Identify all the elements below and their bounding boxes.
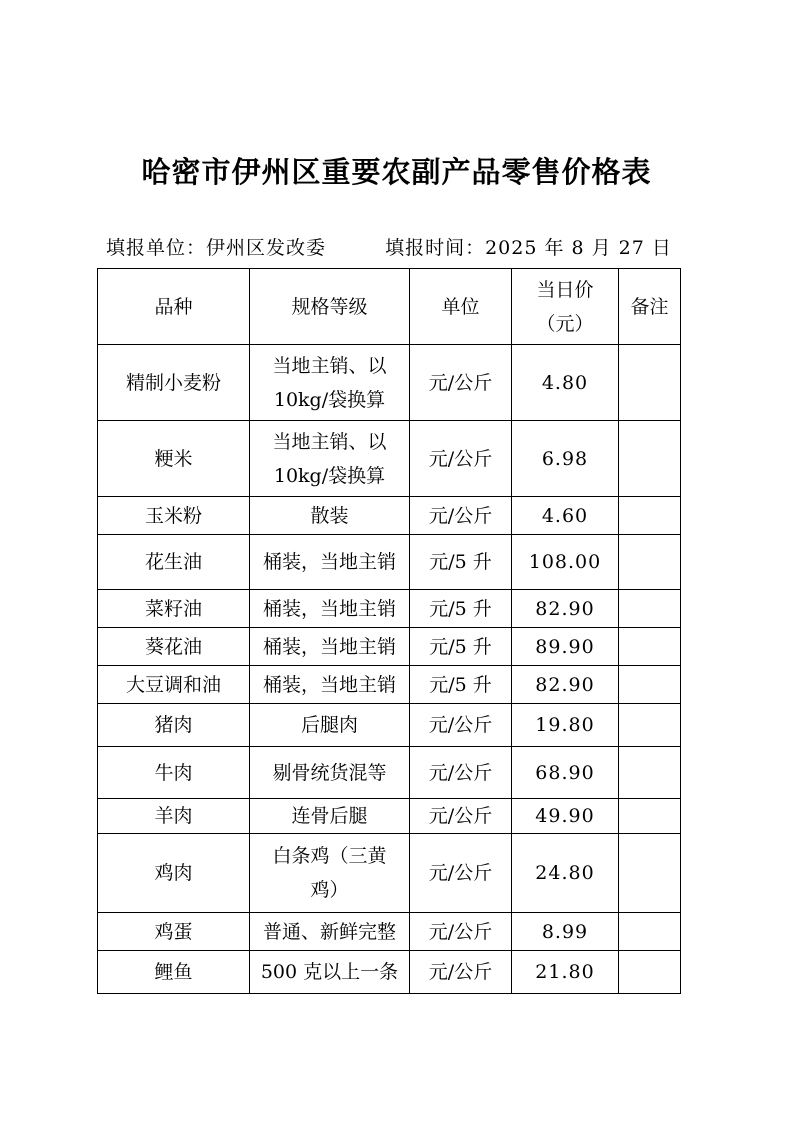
cell-variety: 大豆调和油 [98, 666, 250, 704]
header-unit: 单位 [410, 269, 512, 345]
cell-spec [250, 951, 410, 994]
cell-spec [250, 590, 410, 628]
cell-spec-text: 白条鸡（三黄鸡） [272, 845, 387, 901]
cell-unit: 元/5 升 [410, 666, 512, 704]
cell-spec [250, 421, 410, 497]
cell-price: 82.90 [512, 666, 619, 704]
table-row [98, 951, 681, 994]
header-spec: 规格等级 [250, 269, 410, 345]
cell-spec-text: 剔骨统货混等 [272, 761, 387, 784]
cell-note [619, 951, 681, 994]
table-row [98, 834, 681, 913]
table-row [98, 345, 681, 421]
cell-price: 68.90 [512, 747, 619, 799]
cell-note [619, 799, 681, 834]
cell-unit: 元/5 升 [410, 590, 512, 628]
cell-unit: 元/公斤 [410, 345, 512, 421]
cell-note [619, 628, 681, 666]
cell-variety: 羊肉 [98, 799, 250, 834]
reporting-date: 填报时间：2025 年 8 月 27 日 [385, 237, 672, 259]
cell-variety: 牛肉 [98, 747, 250, 799]
cell-note [619, 747, 681, 799]
table-row [98, 590, 681, 628]
cell-variety: 葵花油 [98, 628, 250, 666]
cell-variety: 鸡肉 [98, 834, 250, 913]
cell-note [619, 497, 681, 535]
cell-unit: 元/公斤 [410, 799, 512, 834]
cell-spec [250, 497, 410, 535]
table-row [98, 497, 681, 535]
cell-spec [250, 913, 410, 951]
cell-note [619, 421, 681, 497]
cell-price: 19.80 [512, 704, 619, 747]
table-header-row [98, 269, 681, 345]
cell-note [619, 834, 681, 913]
cell-unit: 元/5 升 [410, 535, 512, 590]
cell-spec-text: 当地主销、以10kg/袋换算 [272, 354, 387, 411]
cell-unit: 元/5 升 [410, 628, 512, 666]
cell-spec-text: 散装 [310, 504, 349, 527]
cell-note [619, 590, 681, 628]
cell-variety: 玉米粉 [98, 497, 250, 535]
cell-spec [250, 628, 410, 666]
cell-price: 89.90 [512, 628, 619, 666]
report-meta [106, 233, 706, 260]
cell-spec [250, 345, 410, 421]
header-price [512, 269, 619, 345]
cell-price: 4.80 [512, 345, 619, 421]
cell-variety: 精制小麦粉 [98, 345, 250, 421]
header-price-line1: 当日价 [536, 278, 594, 301]
cell-unit: 元/公斤 [410, 913, 512, 951]
cell-spec-text: 桶装，当地主销 [262, 597, 396, 620]
table-row [98, 628, 681, 666]
cell-unit: 元/公斤 [410, 951, 512, 994]
cell-variety: 花生油 [98, 535, 250, 590]
cell-spec [250, 666, 410, 704]
table-row [98, 666, 681, 704]
cell-spec [250, 799, 410, 834]
cell-note [619, 913, 681, 951]
page-title: 哈密市伊州区重要农副产品零售价格表 [141, 155, 652, 189]
cell-spec-text: 连骨后腿 [291, 805, 368, 827]
header-note: 备注 [619, 269, 681, 345]
cell-spec [250, 535, 410, 590]
cell-price: 82.90 [512, 590, 619, 628]
table-row [98, 421, 681, 497]
table-row [98, 913, 681, 951]
header-price-line2: （元） [536, 312, 594, 335]
reporting-unit: 填报单位：伊州区发改委 [106, 237, 327, 259]
cell-spec-text: 后腿肉 [300, 714, 358, 736]
cell-unit: 元/公斤 [410, 421, 512, 497]
cell-spec-text: 桶装，当地主销 [262, 673, 396, 696]
table-row [98, 747, 681, 799]
cell-variety: 猪肉 [98, 704, 250, 747]
cell-price: 21.80 [512, 951, 619, 994]
cell-variety: 鲤鱼 [98, 951, 250, 994]
cell-spec-text: 500 克以上一条 [260, 961, 399, 983]
cell-spec [250, 747, 410, 799]
cell-variety: 粳米 [98, 421, 250, 497]
cell-unit: 元/公斤 [410, 497, 512, 535]
cell-note [619, 345, 681, 421]
cell-variety: 菜籽油 [98, 590, 250, 628]
cell-price: 49.90 [512, 799, 619, 834]
cell-spec-text: 桶装，当地主销 [262, 635, 396, 658]
cell-spec-text: 普通、新鲜完整 [262, 920, 396, 943]
cell-price: 4.60 [512, 497, 619, 535]
cell-price: 108.00 [512, 535, 619, 590]
cell-note [619, 666, 681, 704]
cell-unit: 元/公斤 [410, 834, 512, 913]
header-variety: 品种 [98, 269, 250, 345]
price-table [97, 268, 681, 994]
cell-unit: 元/公斤 [410, 704, 512, 747]
cell-price: 24.80 [512, 834, 619, 913]
table-row [98, 799, 681, 834]
cell-unit: 元/公斤 [410, 747, 512, 799]
cell-spec-text: 当地主销、以10kg/袋换算 [272, 430, 387, 487]
cell-note [619, 704, 681, 747]
cell-note [619, 535, 681, 590]
cell-variety: 鸡蛋 [98, 913, 250, 951]
table-row [98, 535, 681, 590]
cell-price: 6.98 [512, 421, 619, 497]
cell-spec [250, 834, 410, 913]
cell-price: 8.99 [512, 913, 619, 951]
cell-spec [250, 704, 410, 747]
cell-spec-text: 桶装，当地主销 [262, 551, 396, 573]
table-row [98, 704, 681, 747]
